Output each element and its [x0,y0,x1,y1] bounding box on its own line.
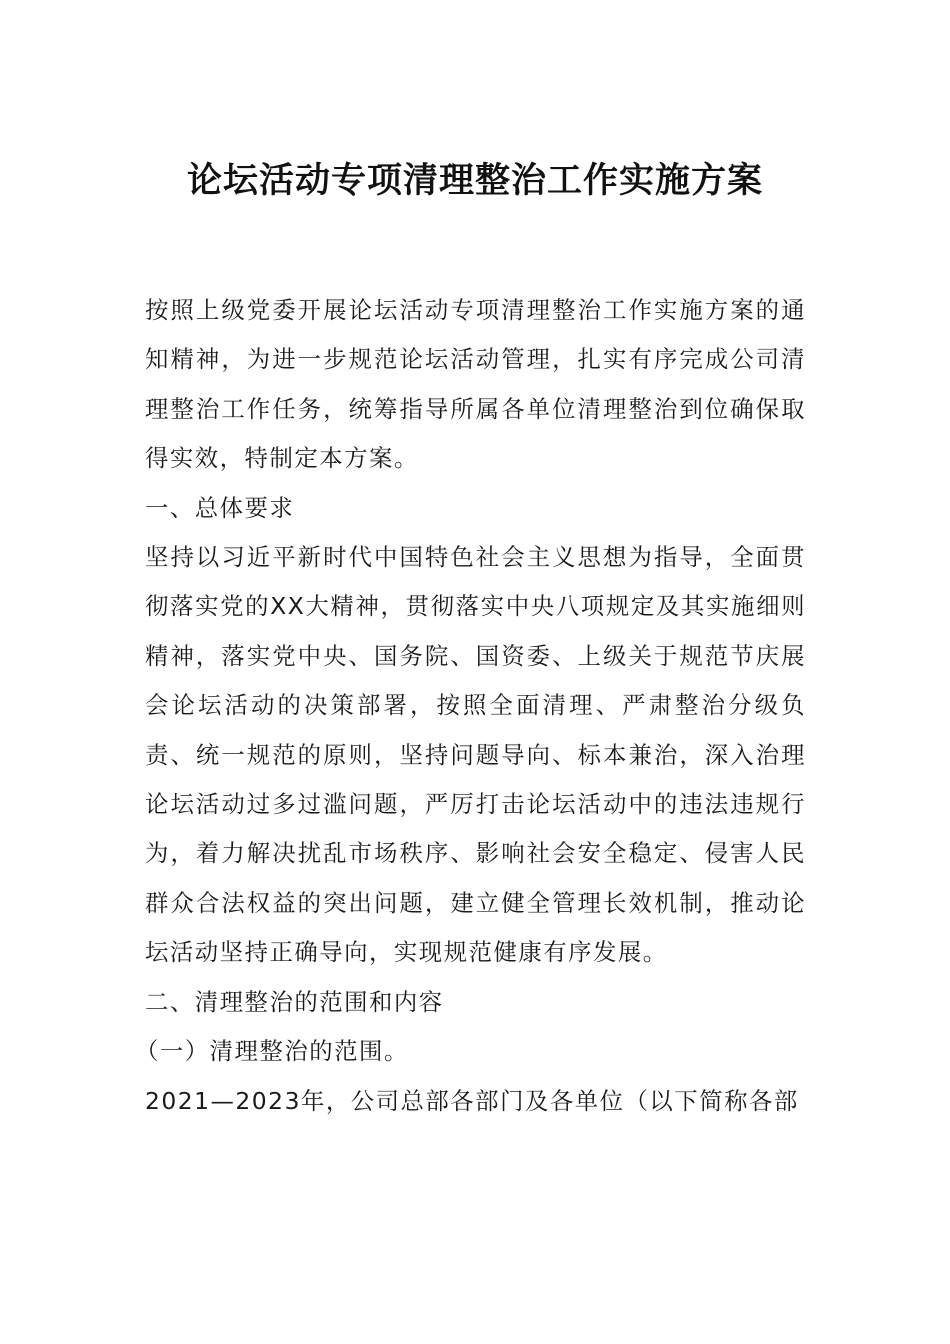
intro-paragraph: 按照上级党委开展论坛活动专项清理整治工作实施方案的通知精神，为进一步规范论坛活动管理，扎实有序完成公司清理整治工作任务，统筹指导所属各单位清理整治到位确保取得实效，特制定本方案。 [145,296,806,473]
scope-paragraph: 2021—2023年，公司总部各部门及各单位（以下简称各部 [145,1086,799,1115]
general-requirements-paragraph: 坚持以习近平新时代中国特色社会主义思想为指导，全面贯彻落实党的XX大精神，贯彻落实中央八项规定及其实施细则精神，落实党中央、国务院、国资委、上级关于规范节庆展会论坛活动的决策部署，按照全面清理、严肃整治分级负责、统一规范的原则，坚持问题导向、标本兼治，深入治理论坛活动过多过滥问题，严厉打击论坛活动中的违法违规行为，着力解决扰乱市场秩序、影响社会安全稳定、侵害人民群众合法权益的突出问题，建立健全管理长效机制，推动论坛活动坚持正确导向，实现规范健康有序发展。 [145,543,806,967]
section-heading-scope-and-content: 二、清理整治的范围和内容 [145,987,444,1016]
section-heading-general-requirements: 一、总体要求 [145,493,295,522]
document-title: 论坛活动专项清理整治工作实施方案 [186,160,763,201]
document-body [135,286,806,1126]
subsection-heading-scope: （一）清理整治的范围。 [135,1037,409,1066]
